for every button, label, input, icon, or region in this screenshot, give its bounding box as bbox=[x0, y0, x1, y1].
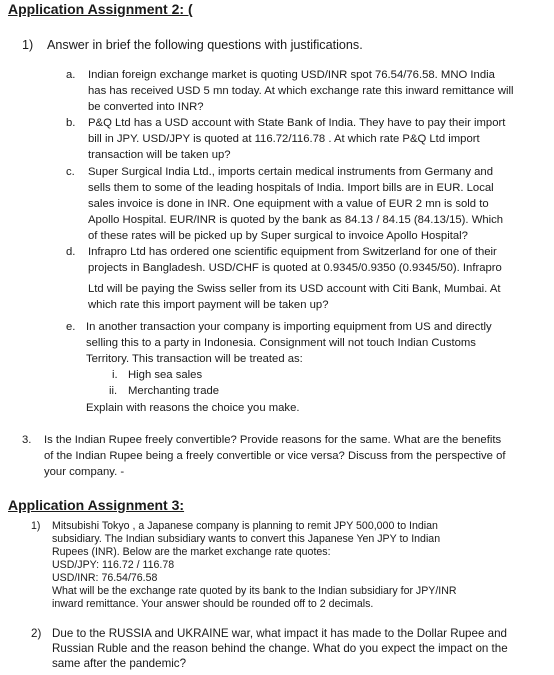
question-3-number: 3. bbox=[22, 434, 32, 446]
item-c-line: Apollo Hospital. EUR/INR is quoted by the bank as 84.13 / 84.15 (84.13/15). Which bbox=[88, 214, 504, 226]
item-b-line: P&Q Ltd has a USD account with State Bank of India. They have to pay their import bbox=[88, 117, 506, 129]
subitem-i-label: i. bbox=[112, 369, 118, 381]
item-e-line: In another transaction your company is importing equipment from US and directly bbox=[86, 321, 492, 333]
item-a-label: a. bbox=[66, 69, 76, 81]
item-d-label: d. bbox=[66, 246, 76, 258]
item-c-label: c. bbox=[66, 166, 75, 178]
item-d-line: Infrapro Ltd has ordered one scientific equipment from Switzerland for one of their bbox=[88, 246, 497, 258]
assignment-2-heading: Application Assignment 2: ( bbox=[8, 1, 193, 17]
subitem-ii-text: Merchanting trade bbox=[128, 385, 220, 397]
a3-question-2-line: same after the pandemic? bbox=[52, 657, 187, 670]
item-c-line: sales invoice is done in INR. One equipment with a value of EUR 2 mn is sold to bbox=[88, 198, 489, 210]
item-a-line: be converted into INR? bbox=[88, 101, 204, 113]
question-3-line: your company. - bbox=[44, 466, 125, 478]
item-b-line: transaction will be taken up? bbox=[88, 149, 231, 161]
subitem-i-text: High sea sales bbox=[128, 369, 203, 381]
item-d-line: which rate this import payment will be taken up? bbox=[88, 299, 329, 311]
a3-question-1-line: Rupees (INR). Below are the market exchange rate quotes: bbox=[52, 546, 331, 558]
item-a-line: has has received USD 5 mn today. At which exchange rate this inward remittance will bbox=[88, 85, 514, 97]
a3-question-2-line: Due to the RUSSIA and UKRAINE war, what impact it has made to the Dollar Rupee and bbox=[52, 627, 507, 640]
item-c-line: Super Surgical India Ltd., imports certain medical instruments from Germany and bbox=[88, 166, 493, 178]
a3-question-2-number: 2) bbox=[31, 627, 42, 640]
a3-question-1-line: USD/INR: 76.54/76.58 bbox=[52, 572, 158, 584]
item-a-line: Indian foreign exchange market is quoting USD/INR spot 76.54/76.58. MNO India bbox=[88, 69, 495, 81]
item-e-line: Territory. This transaction will be treated as: bbox=[86, 353, 303, 365]
a3-question-1-line: subsidiary. The Indian subsidiary wants to convert this Japanese Yen JPY to Indian bbox=[52, 533, 441, 545]
question-3-line: Is the Indian Rupee freely convertible? Provide reasons for the same. What are the benefits bbox=[44, 434, 502, 446]
question-1-number: 1) bbox=[22, 38, 34, 52]
item-c-line: sells them to some of the leading hospitals of India. Import bills are in EUR. Local bbox=[88, 182, 494, 194]
a3-question-1-line: Mitsubishi Tokyo , a Japanese company is planning to remit JPY 500,000 to Indian bbox=[52, 520, 438, 532]
item-e-label: e. bbox=[66, 321, 76, 333]
a3-question-2-line: Russian Ruble and the reason behind the change. What do you expect the impact on the bbox=[52, 642, 508, 655]
subitem-ii-label: ii. bbox=[109, 385, 118, 397]
question-3-line: of the Indian Rupee being a freely convertible or vice versa? Discuss from the perspective of bbox=[44, 450, 506, 462]
assignment-3-heading: Application Assignment 3: bbox=[8, 497, 185, 513]
item-b-line: bill in JPY. USD/JPY is quoted at 116.72/116.78 . At which rate P&Q Ltd import bbox=[88, 133, 480, 145]
item-d-line: Ltd will be paying the Swiss seller from its USD account with Citi Bank, Mumbai. At bbox=[88, 283, 501, 295]
a3-question-1-number: 1) bbox=[31, 520, 41, 532]
item-c-line: of these rates will be picked up by Super surgical to invoice Apollo Hospital? bbox=[88, 230, 468, 242]
item-d-line: projects in Bangladesh. USD/CHF is quoted at 0.9345/0.9350 (0.9345/50). Infrapro bbox=[88, 262, 502, 274]
a3-question-1-line: USD/JPY: 116.72 / 116.78 bbox=[52, 559, 175, 571]
explain-text: Explain with reasons the choice you make. bbox=[86, 402, 300, 414]
a3-question-1-line: What will be the exchange rate quoted by its bank to the Indian subsidiary for JPY/INR bbox=[52, 585, 457, 597]
a3-question-1-line: inward remittance. Your answer should be rounded off to 2 decimals. bbox=[52, 598, 374, 610]
item-b-label: b. bbox=[66, 117, 76, 129]
item-e-line: selling this to a party in Indonesia. Consignment will not touch Indian Customs bbox=[86, 337, 476, 349]
question-1-text: Answer in brief the following questions with justifications. bbox=[47, 38, 363, 52]
